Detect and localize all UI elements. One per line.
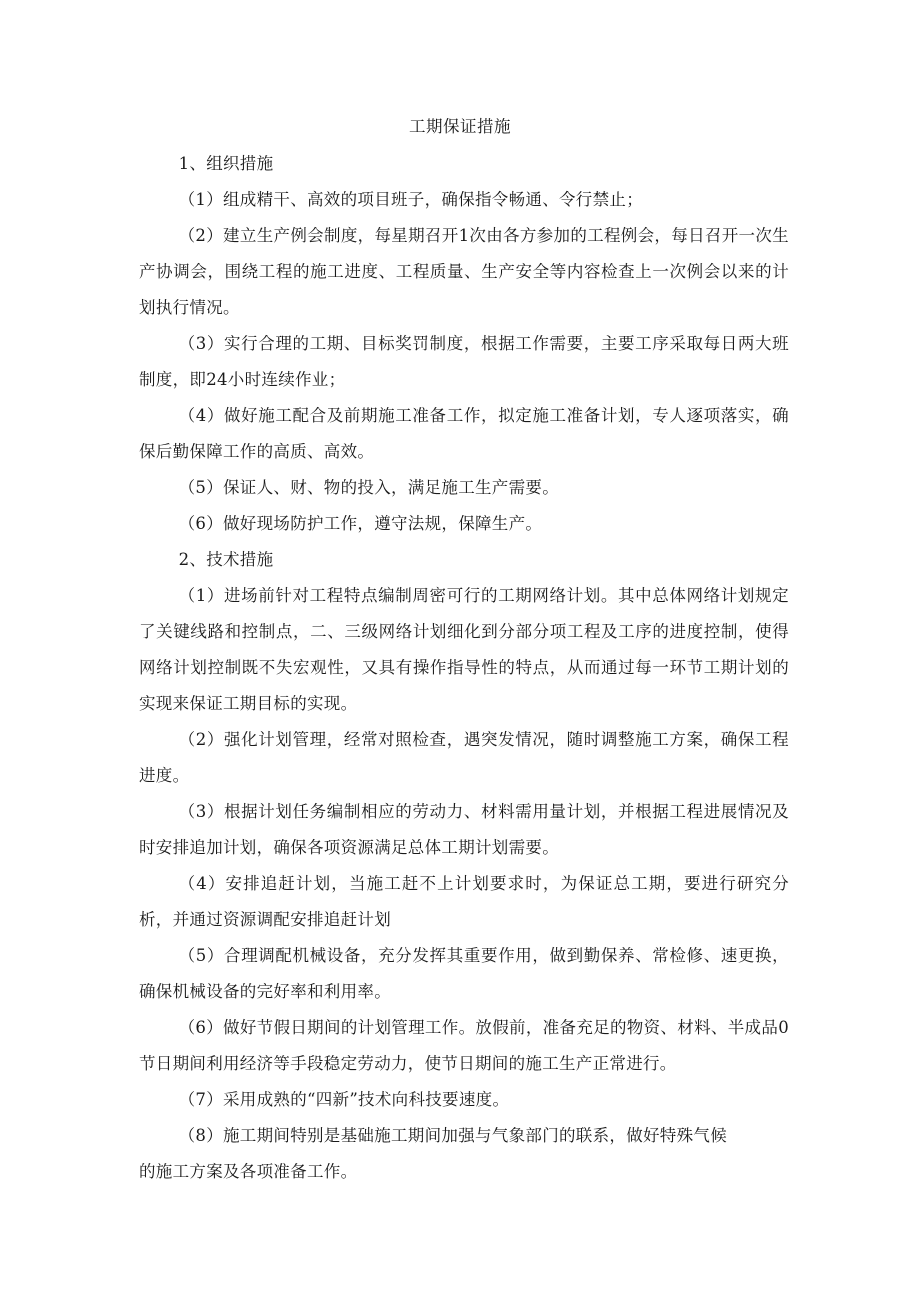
paragraph: （5）保证人、财、物的投入，满足施工生产需要。 xyxy=(178,478,559,497)
paragraph: （6）做好现场防护工作，遵守法规，保障生产。 xyxy=(178,514,543,533)
document-title: 工期保证措施 xyxy=(409,117,511,136)
paragraph: （2）强化计划管理，经常对照检查，遇突发情况，随时调整施工方案，确保工程进度。 xyxy=(139,730,789,785)
paragraph: （2）建立生产例会制度，每星期召开1次由各方参加的工程例会，每日召开一次生产协调会，围绕工程的施工进度、工程质量、生产安全等内容检查上一次例会以来的计划执行情况。 xyxy=(139,226,789,317)
paragraph-continuation: 的施工方案及各项准备工作。 xyxy=(139,1162,358,1181)
paragraph: （7）采用成熟的“四新”技术向科技要速度。 xyxy=(178,1090,510,1109)
paragraph: （4）做好施工配合及前期施工准备工作，拟定施工准备计划，专人逐项落实，确保后勤保障工作的高质、高效。 xyxy=(139,406,789,461)
paragraph: （5）合理调配机械设备，充分发挥其重要作用，做到勤保养、常检修、速更换，确保机械设备的完好率和利用率。 xyxy=(139,946,789,1001)
paragraph: （6）做好节假日期间的计划管理工作。放假前，准备充足的物资、材料、半成品0节日期间利用经济等手段稳定劳动力，使节日期间的施工生产正常进行。 xyxy=(139,1018,789,1073)
paragraph: （1）进场前针对工程特点编制周密可行的工期网络计划。其中总体网络计划规定了关键线路和控制点，二、三级网络计划细化到分部分项工程及工序的进度控制，使得网络计划控制既不失宏观性，又具有操作指导性的特点，从而通过每一环节工期计划的实现来保证工期目标的实现。 xyxy=(139,586,789,713)
section-heading-organization: 1、组织措施 xyxy=(178,154,274,173)
paragraph: （3）实行合理的工期、目标奖罚制度，根据工作需要，主要工序采取每日两大班制度，即24小时连续作业； xyxy=(139,334,789,389)
paragraph: （4）安排追赶计划，当施工赶不上计划要求时，为保证总工期，要进行研究分析，并通过资源调配安排追赶计划 xyxy=(139,874,789,929)
paragraph: （3）根据计划任务编制相应的劳动力、材料需用量计划，并根据工程进展情况及时安排追加计划，确保各项资源满足总体工期计划需要。 xyxy=(139,802,789,857)
section-heading-technical: 2、技术措施 xyxy=(178,550,274,569)
paragraph: （8）施工期间特别是基础施工期间加强与气象部门的联系，做好特殊气候 xyxy=(178,1126,727,1145)
document-body xyxy=(139,146,789,1190)
paragraph: （1）组成精干、高效的项目班子，确保指令畅通、令行禁止； xyxy=(178,190,643,209)
